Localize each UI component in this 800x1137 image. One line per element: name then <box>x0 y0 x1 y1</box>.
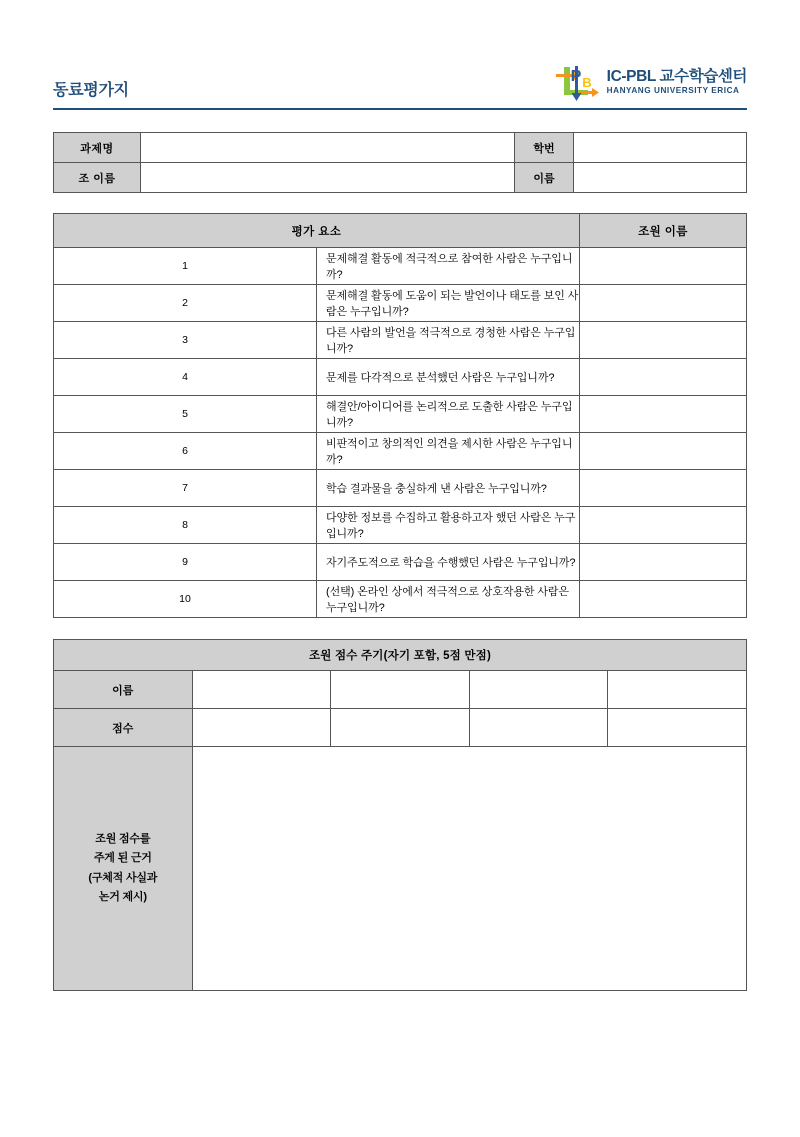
table-row <box>54 163 747 193</box>
column-header-criteria: 평가 요소 <box>54 214 580 248</box>
row-number: 7 <box>54 470 317 507</box>
spacer <box>53 193 747 213</box>
score-table <box>53 639 747 991</box>
svg-text:P: P <box>570 68 582 85</box>
row-number: 8 <box>54 507 317 544</box>
row-number: 9 <box>54 544 317 581</box>
label-student-name: 이름 <box>515 163 574 193</box>
label-team-name: 조 이름 <box>54 163 141 193</box>
table-row <box>54 248 747 285</box>
answer-field[interactable] <box>580 285 747 322</box>
question-text: 문제해결 활동에 도움이 되는 발언이나 태도를 보인 사람은 누구입니까? <box>317 285 580 322</box>
row-number: 1 <box>54 248 317 285</box>
row-number: 4 <box>54 359 317 396</box>
label-student-id: 학번 <box>515 133 574 163</box>
evaluation-table <box>53 213 747 618</box>
question-text: 문제해결 활동에 적극적으로 참여한 사람은 누구입니까? <box>317 248 580 285</box>
row-number: 5 <box>54 396 317 433</box>
column-header-member-name: 조원 이름 <box>580 214 747 248</box>
row-number: 6 <box>54 433 317 470</box>
score-cell[interactable] <box>469 709 608 747</box>
score-cell[interactable] <box>192 709 331 747</box>
table-row <box>54 470 747 507</box>
question-text: (선택) 온라인 상에서 적극적으로 상호작용한 사람은 누구입니까? <box>317 581 580 618</box>
label-assignment-name: 과제명 <box>54 133 141 163</box>
score-cell[interactable] <box>331 709 470 747</box>
label-score-row: 점수 <box>54 709 193 747</box>
answer-field[interactable] <box>580 433 747 470</box>
table-row <box>54 433 747 470</box>
field-student-id[interactable] <box>574 133 747 163</box>
title-divider <box>53 108 747 110</box>
answer-field[interactable] <box>580 544 747 581</box>
rationale-label-line: 논거 제시) <box>98 890 147 903</box>
member-name-cell[interactable] <box>469 671 608 709</box>
table-row <box>54 322 747 359</box>
member-name-cell[interactable] <box>331 671 470 709</box>
table-header-row <box>54 640 747 671</box>
member-name-cell[interactable] <box>608 671 747 709</box>
field-student-name[interactable] <box>574 163 747 193</box>
table-row <box>54 396 747 433</box>
page-title: 동료평가지 <box>53 82 129 99</box>
table-row <box>54 133 747 163</box>
ic-pbl-logo <box>554 62 747 108</box>
spacer <box>53 618 747 639</box>
logo-sub-text: HANYANG UNIVERSITY ERICA <box>606 86 740 96</box>
question-text: 자기주도적으로 학습을 수행했던 사람은 누구입니까? <box>317 544 580 581</box>
info-table <box>53 132 747 193</box>
member-name-cell[interactable] <box>192 671 331 709</box>
row-number: 2 <box>54 285 317 322</box>
rationale-label-line: 주게 된 근거 <box>93 852 152 865</box>
rationale-label-line: (구체적 사실과 <box>88 871 158 884</box>
table-row <box>54 747 747 991</box>
logo-main-text: IC-PBL 교수학습센터 <box>606 67 747 85</box>
answer-field[interactable] <box>580 581 747 618</box>
score-cell[interactable] <box>608 709 747 747</box>
rationale-label-line: 조원 점수를 <box>95 833 151 845</box>
table-row <box>54 709 747 747</box>
ic-pbl-logo-mark-icon <box>554 62 600 102</box>
answer-field[interactable] <box>580 507 747 544</box>
question-text: 해결안/아이디어를 논리적으로 도출한 사람은 누구입니까? <box>317 396 580 433</box>
table-row <box>54 507 747 544</box>
answer-field[interactable] <box>580 248 747 285</box>
document-header <box>53 0 747 108</box>
question-text: 비판적이고 창의적인 의견을 제시한 사람은 누구입니까? <box>317 433 580 470</box>
row-number: 10 <box>54 581 317 618</box>
field-team-name[interactable] <box>141 163 515 193</box>
svg-text:B: B <box>581 75 592 90</box>
logo-text-block <box>607 69 747 96</box>
label-member-name-row: 이름 <box>54 671 193 709</box>
score-rationale-field[interactable] <box>192 747 746 991</box>
table-row <box>54 581 747 618</box>
table-row <box>54 359 747 396</box>
score-table-header: 조원 점수 주기(자기 포함, 5점 만점) <box>54 640 747 671</box>
question-text: 다른 사람의 발언을 적극적으로 경청한 사람은 누구입니까? <box>317 322 580 359</box>
row-number: 3 <box>54 322 317 359</box>
table-row <box>54 671 747 709</box>
answer-field[interactable] <box>580 470 747 507</box>
question-text: 문제를 다각적으로 분석했던 사람은 누구입니까? <box>317 359 580 396</box>
field-assignment-name[interactable] <box>141 133 515 163</box>
label-score-rationale <box>54 747 193 991</box>
question-text: 학습 결과물을 충실하게 낸 사람은 누구입니까? <box>317 470 580 507</box>
question-text: 다양한 정보를 수집하고 활용하고자 했던 사람은 누구입니까? <box>317 507 580 544</box>
answer-field[interactable] <box>580 322 747 359</box>
table-row <box>54 285 747 322</box>
table-row <box>54 544 747 581</box>
answer-field[interactable] <box>580 396 747 433</box>
table-header-row <box>54 214 747 248</box>
answer-field[interactable] <box>580 359 747 396</box>
